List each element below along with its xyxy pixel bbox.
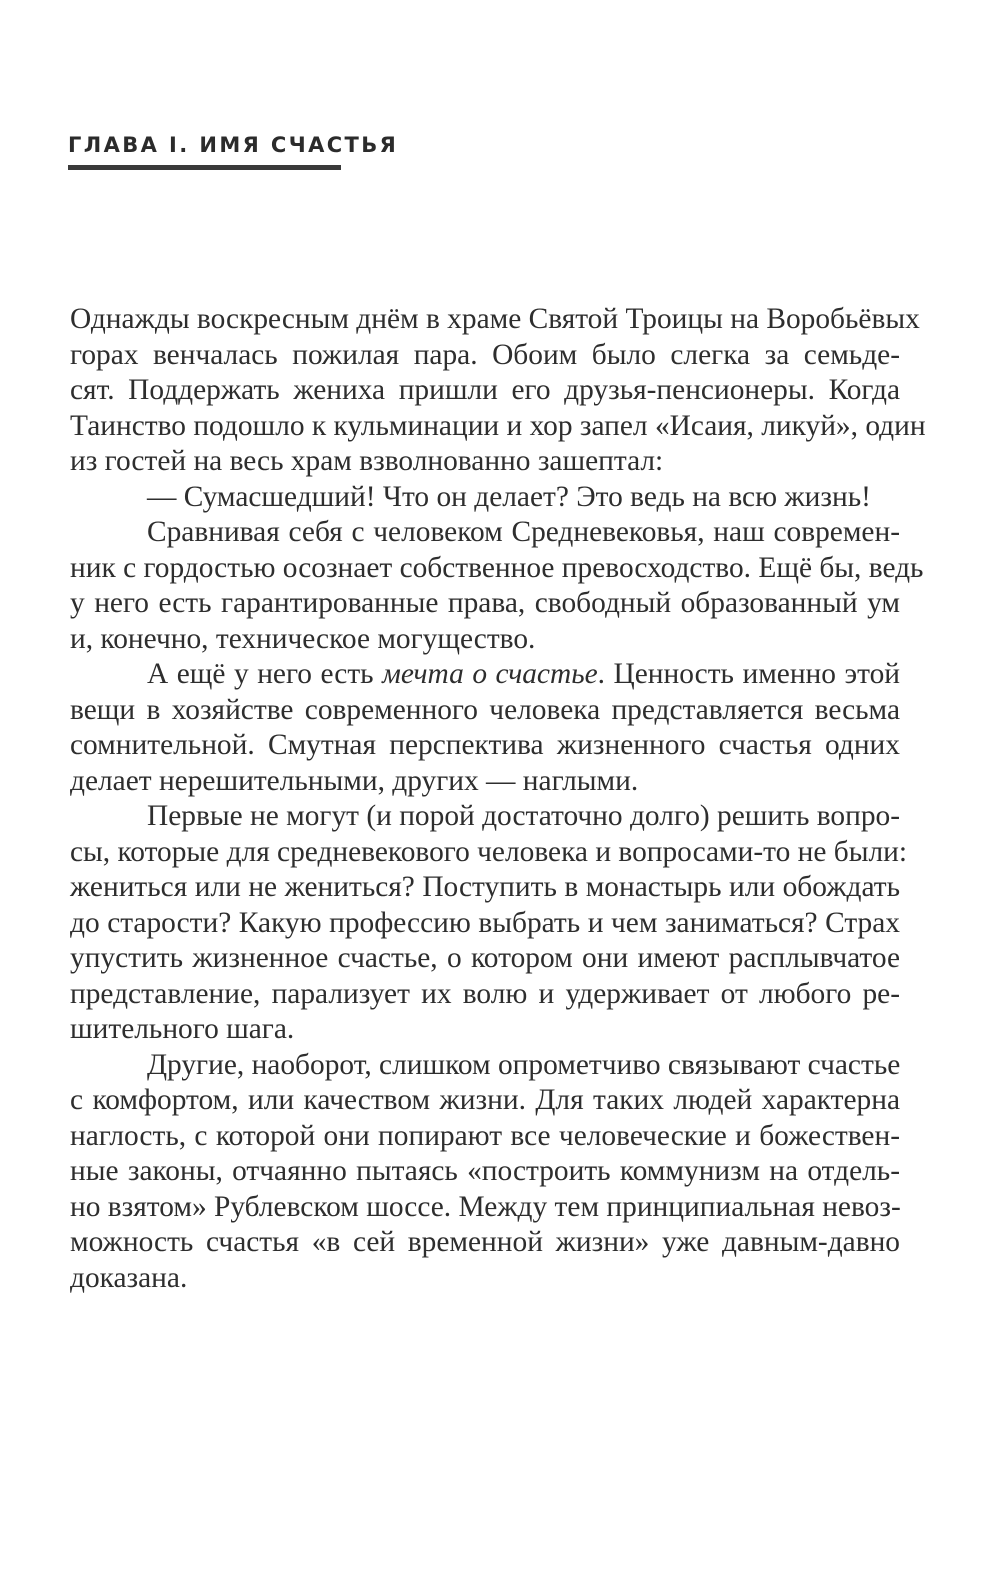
text-line: Сравнивая себя с человеком Средневековья, наш современ- (147, 516, 900, 548)
paragraph-comparison (70, 515, 924, 657)
text-line: делает нерешительными, других — наглыми. (70, 764, 639, 797)
text-line: у него есть гарантированные права, свободный образованный ум (70, 587, 900, 619)
paragraph-dialogue (70, 480, 900, 516)
body-text (70, 302, 926, 1296)
text-line: вещи в хозяйстве современного человека представляется весьма (70, 693, 900, 726)
text-line: Таинство подошло к кульминации и хор запел «Исаия, ликуй», один (70, 409, 926, 442)
text-line: представление, парализует их волю и удерживает от любого ре- (70, 977, 900, 1010)
text-line: доказана. (70, 1261, 188, 1294)
text-line: ник с гордостью осознает собственное превосходство. Ещё бы, ведь (70, 551, 924, 584)
paragraph-second-group (70, 1048, 900, 1297)
text-line: Первые не могут (и порой достаточно долго) решить вопро- (147, 800, 901, 832)
text-line (70, 657, 900, 693)
text-line: можность счастья «в сей временной жизни» уже давным-давно (70, 1226, 900, 1258)
paragraph-dream (70, 657, 900, 799)
text-line: до старости? Какую профессию выбрать и чем заниматься? Страх (70, 906, 900, 939)
text-line: из гостей на весь храм взволнованно зашептал: (70, 445, 664, 477)
text-line: жениться или не жениться? Поступить в монастырь или обождать (70, 871, 900, 903)
text-line: шительного шага. (70, 1013, 295, 1045)
text-line: упустить жизненное счастье, о котором они имеют расплывчатое (70, 942, 900, 974)
text-line: сят. Поддержать жениха пришли его друзья-пенсионеры. Когда (70, 374, 900, 406)
text-line: Другие, наоборот, слишком опрометчиво связывают счастье (147, 1048, 901, 1081)
chapter-header (68, 132, 399, 170)
italic-phrase: мечта о счастье (382, 658, 598, 690)
text-line: но взятом» Рублевском шоссе. Между тем принципиальная невоз- (70, 1190, 901, 1223)
paragraph-opening (70, 302, 926, 480)
text-line: с комфортом, или качеством жизни. Для таких людей характерна (70, 1084, 900, 1116)
text-segment: . Ценность именно этой (597, 658, 900, 690)
text-segment: А ещё у него есть (147, 658, 383, 690)
text-line: и, конечно, техническое могущество. (70, 622, 536, 655)
text-line: наглость, с которой они попирают все человеческие и божествен- (70, 1119, 900, 1152)
chapter-underline (68, 165, 341, 170)
chapter-title: ГЛАВА I. ИМЯ СЧАСТЬЯ (68, 133, 399, 157)
paragraph-first-group (70, 799, 908, 1048)
text-line: сы, которые для средневекового человека и вопросами-то не были: (70, 835, 908, 868)
text-line: горах венчалась пожилая пара. Обоим было слегка за семьде- (70, 338, 900, 371)
text-line: ные законы, отчаянно пытаясь «построить коммунизм на отдель- (70, 1155, 900, 1187)
text-line: — Сумасшедший! Что он делает? Это ведь на всю жизнь! (147, 480, 871, 513)
text-line: сомнительной. Смутная перспектива жизненного счастья одних (70, 729, 900, 761)
text-line: Однажды воскресным днём в храме Святой Троицы на Воробьёвых (70, 303, 920, 335)
